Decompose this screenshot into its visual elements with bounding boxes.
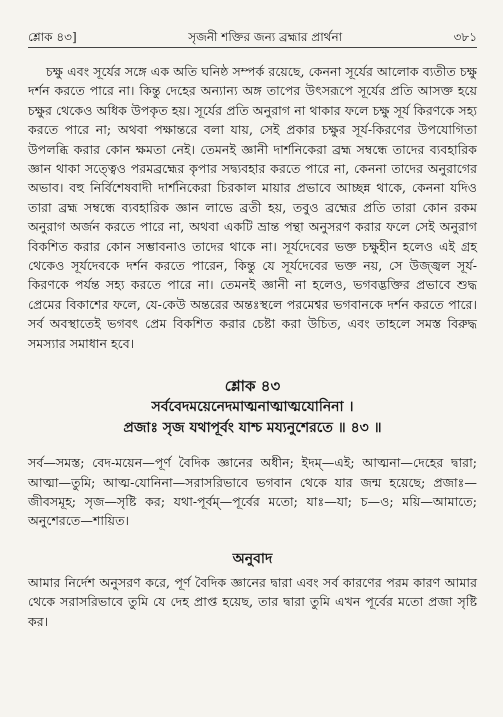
verse-line-1: সর্ববেদময়েনেদমাত্মনাত্মাত্মযোনিনা । [151, 399, 354, 416]
purport-paragraph: চক্ষু এবং সূর্যের সঙ্গে এক অতি ঘনিষ্ঠ সম্পর্ক রয়েছে, কেননা সূর্যের আলোক ব্যতীত চক্ষু দর্শন করতে পারে না। কিন্তু দেহের অন্যান্য অঙ্গ তাপের উৎসরূপে সূর্যের প্রতি আসক্ত হয়ে চক্ষুর থেকেও অধিক উপকৃত হয়। সূর্যের প্রতি অনুরাগ না থাকার ফলে চক্ষু সূর্য কিরণকে সহ্য করতে পারে না; অথবা পক্ষান্তরে বলা যায়, সেই প্রকার চক্ষুর সূর্য-কিরণের উপযোগিতা উপলব্ধি করার কোন ক্ষমতা নেই। তেমনই জ্ঞানী দার্শনিকেরা ব্রহ্ম সম্বন্ধে তাদের ব্যবহারিক জ্ঞান থাকা সত্ত্বেও পরমব্রহ্মের কৃপার সদ্ব্যবহার করতে পারে না, কেননা তাদের অনুরাগের অভাব। বহু নির্বিশেষবাদী দার্শনিকেরা চিরকাল মায়ার প্রভাবে আচ্ছন্ন থাকে, কেননা যদিও তারা ব্রহ্ম সম্বন্ধে ব্যবহারিক জ্ঞান লাভে ব্রতী হয়, তবুও ব্রহ্মের প্রতি তারা কোন রকম অনুরাগ অর্জন করতে পারে না, অথবা একটি ভ্রান্ত পন্থা অনুসরণ করার ফলে সেই অনুরাগ বিকশিত করার কোন সম্ভাবনাও তাদের থাকে না। সূর্যদেবের ভক্ত চক্ষুহীন হলেও এই গ্রহ থেকেও সূর্যদেবকে দর্শন করতে পারেন, কিন্তু যে সূর্যদেবের ভক্ত নয়, সে উজ্জ্বল সূর্য-কিরণকে পর্যন্ত সহ্য করতে পারে না। তেমনই জ্ঞানী না হলেও, ভগবদ্ভক্তির প্রভাবে শুদ্ধ প্রেমের বিকাশের ফলে, যে-কেউ অন্তরের অন্তঃস্থলে পরমেশ্বর ভগবানকে দর্শন করতে পারে। সর্ব অবস্থাতেই ভগবৎ প্রেম বিকশিত করার চেষ্টা করা উচিত, এবং তাহলে সমস্ত বিরুদ্ধ সমস্যার সমাধান হবে। [28, 64, 477, 351]
translation-heading: অনুবাদ [232, 550, 273, 567]
page-header [28, 30, 477, 48]
verse-heading: শ্লোক ৪৩ [224, 377, 281, 396]
header-verse-ref: শ্লোক ৪৩] [28, 30, 77, 44]
header-page-number: ৩৮১ [453, 30, 477, 44]
synonyms-paragraph: সর্ব—সমস্ত; বেদ-ময়েন—পূর্ণ বৈদিক জ্ঞানের অধীন; ইদম্—এই; আত্মনা—দেহের দ্বারা; আত্মা—তুমি; আত্ম-যোনিনা—সরাসরিভাবে ভগবান থেকে যার জন্ম হয়েছে; প্রজাঃ—জীবসমূহ; সৃজ—সৃষ্টি কর; যথা-পূর্বম্—পূর্বের মতো; যাঃ—যা; চ—ও; ময়ি—আমাতে; অনুশেরতে—শায়িত। [28, 455, 477, 529]
verse-line-2: প্রজাঃ সৃজ যথাপূর্বং যাশ্চ ময্যনুশেরতে ॥ ৪৩ ॥ [123, 420, 382, 437]
header-chapter-title: সৃজনী শক্তির জন্য ব্রহ্মার প্রার্থনা [188, 30, 343, 44]
translation-paragraph: আমার নির্দেশ অনুসরণ করে, পূর্ণ বৈদিক জ্ঞানের দ্বারা এবং সর্ব কারণের পরম কারণ আমার থেকে সরাসরিভাবে তুমি যে দেহ প্রাপ্ত হয়েছ, তার দ্বারা তুমি এখন পূর্বের মতো প্রজা সৃষ্টি কর। [28, 574, 477, 629]
verse-block [28, 375, 477, 439]
